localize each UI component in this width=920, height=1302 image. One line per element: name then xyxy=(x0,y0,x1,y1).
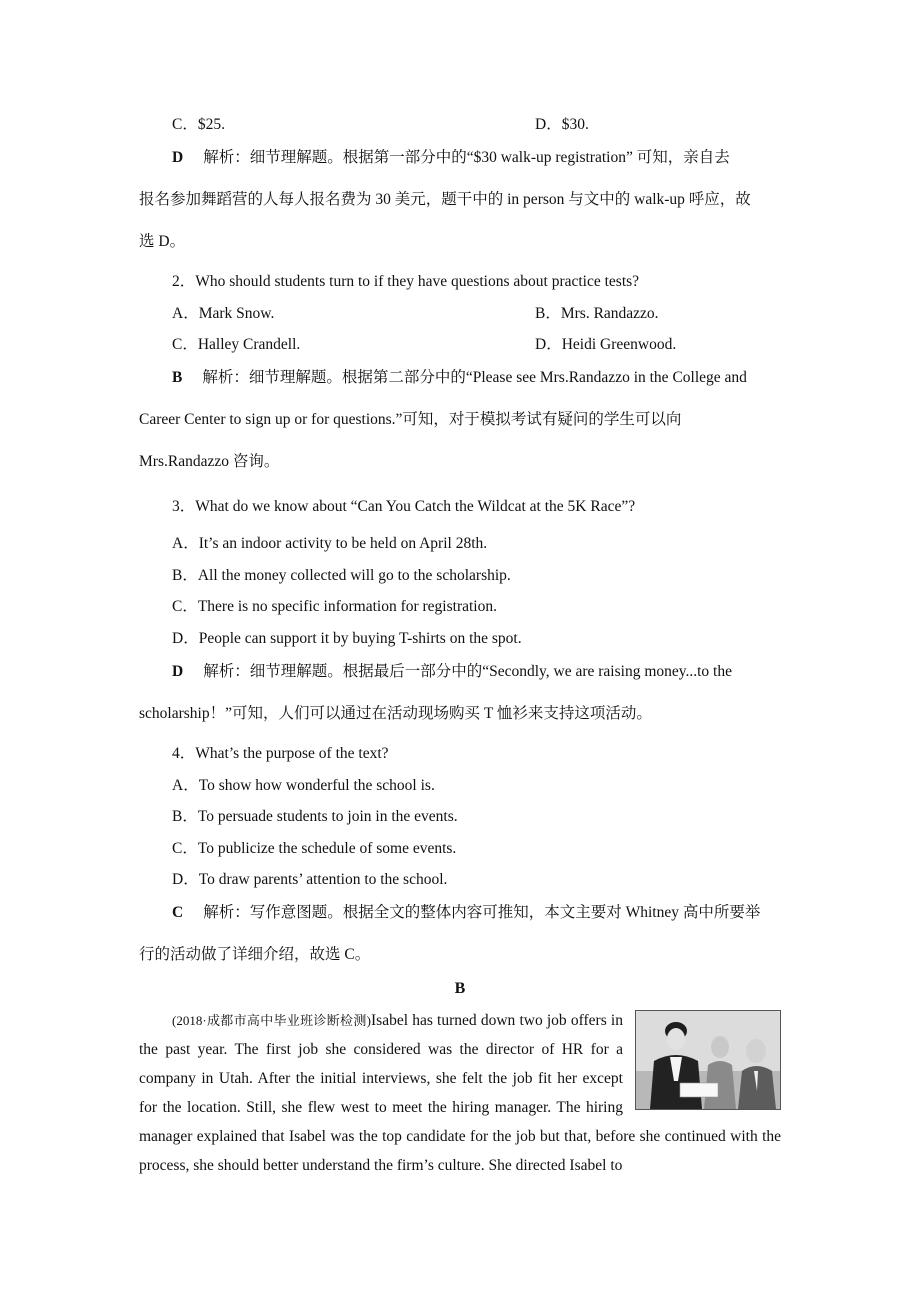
section-title: B xyxy=(454,980,466,997)
q4-option-a: A．To show how wonderful the school is. xyxy=(172,777,435,794)
q1-answer-key: D xyxy=(172,149,184,166)
q1-option-c: C．$25. xyxy=(172,116,225,133)
reading-passage xyxy=(139,1006,781,1180)
q3-option-a: A．It’s an indoor activity to be held on April 28th. xyxy=(172,535,488,552)
photo-illustration xyxy=(636,1011,780,1109)
q2-question: 2．Who should students turn to if they have questions about practice tests? xyxy=(172,273,640,290)
passage-text: Isabel has turned down two job offers in the past year. The first job she considered was the director of HR for a company in Utah. After the initial interviews, she felt the job fit her except for the location. Still, she flew west to meet the hiring manager. The hiring manager explained that Isabel was the top candidate for the job but that, before she continued with the process, she should better understand the firm’s culture. She directed Isabel to xyxy=(139,1012,781,1174)
q3-option-c: C．There is no specific information for registration. xyxy=(172,598,497,615)
q4-analysis-line: 行的活动做了详细介绍，故选 C。 xyxy=(139,946,371,963)
q2-option-a: A．Mark Snow. xyxy=(172,305,275,322)
q3-answer-key: D xyxy=(172,663,184,680)
q4-option-c: C．To publicize the schedule of some events. xyxy=(172,840,457,857)
q4-question: 4．What’s the purpose of the text? xyxy=(172,745,389,762)
passage-source: (2018·成都市高中毕业班诊断检测) xyxy=(172,1013,371,1028)
q4-option-b: B．To persuade students to join in the events. xyxy=(172,808,458,825)
q3-option-d: D．People can support it by buying T-shirts on the spot. xyxy=(172,630,522,647)
q1-analysis-line: 报名参加舞蹈营的人每人报名费为 30 美元，题干中的 in person 与文中的 walk-up 呼应，故 xyxy=(139,191,751,208)
q2-analysis-line: Career Center to sign up or for questions.”可知，对于模拟考试有疑问的学生可以向 xyxy=(139,411,682,428)
q4-option-d: D．To draw parents’ attention to the school. xyxy=(172,871,448,888)
q4-analysis xyxy=(139,892,781,976)
q1-analysis-line: 选 D。 xyxy=(139,233,186,250)
q2-analysis-line: 解析：细节理解题。根据第二部分中的“Please see Mrs.Randazzo in the College and xyxy=(202,369,747,386)
q1-analysis xyxy=(139,137,781,263)
q2-option-c: C．Halley Crandell. xyxy=(172,336,301,353)
q3-question: 3．What do we know about “Can You Catch the Wildcat at the 5K Race”? xyxy=(172,498,636,515)
q3-analysis xyxy=(139,651,781,735)
q1-option-d: D．$30. xyxy=(535,116,589,133)
q3-analysis-line: 解析：细节理解题。根据最后一部分中的“Secondly, we are raising money...to the xyxy=(203,663,732,680)
q3-analysis-line: scholarship！”可知，人们可以通过在活动现场购买 T 恤衫来支持这项活动。 xyxy=(139,705,652,722)
q3-option-b: B．All the money collected will go to the scholarship. xyxy=(172,567,511,584)
q2-answer-key: B xyxy=(172,369,183,386)
q2-analysis xyxy=(139,357,781,483)
q4-analysis-line: 解析：写作意图题。根据全文的整体内容可推知，本文主要对 Whitney 高中所要举 xyxy=(203,904,761,921)
q2-option-d: D．Heidi Greenwood. xyxy=(535,336,677,353)
q2-option-b: B．Mrs. Randazzo. xyxy=(535,305,659,322)
q4-answer-key: C xyxy=(172,904,184,921)
q2-analysis-line: Mrs.Randazzo 咨询。 xyxy=(139,453,280,470)
q1-analysis-line: 解析：细节理解题。根据第一部分中的“$30 walk-up registration” 可知，亲自去 xyxy=(203,149,730,166)
business-people-photo xyxy=(635,1010,781,1110)
